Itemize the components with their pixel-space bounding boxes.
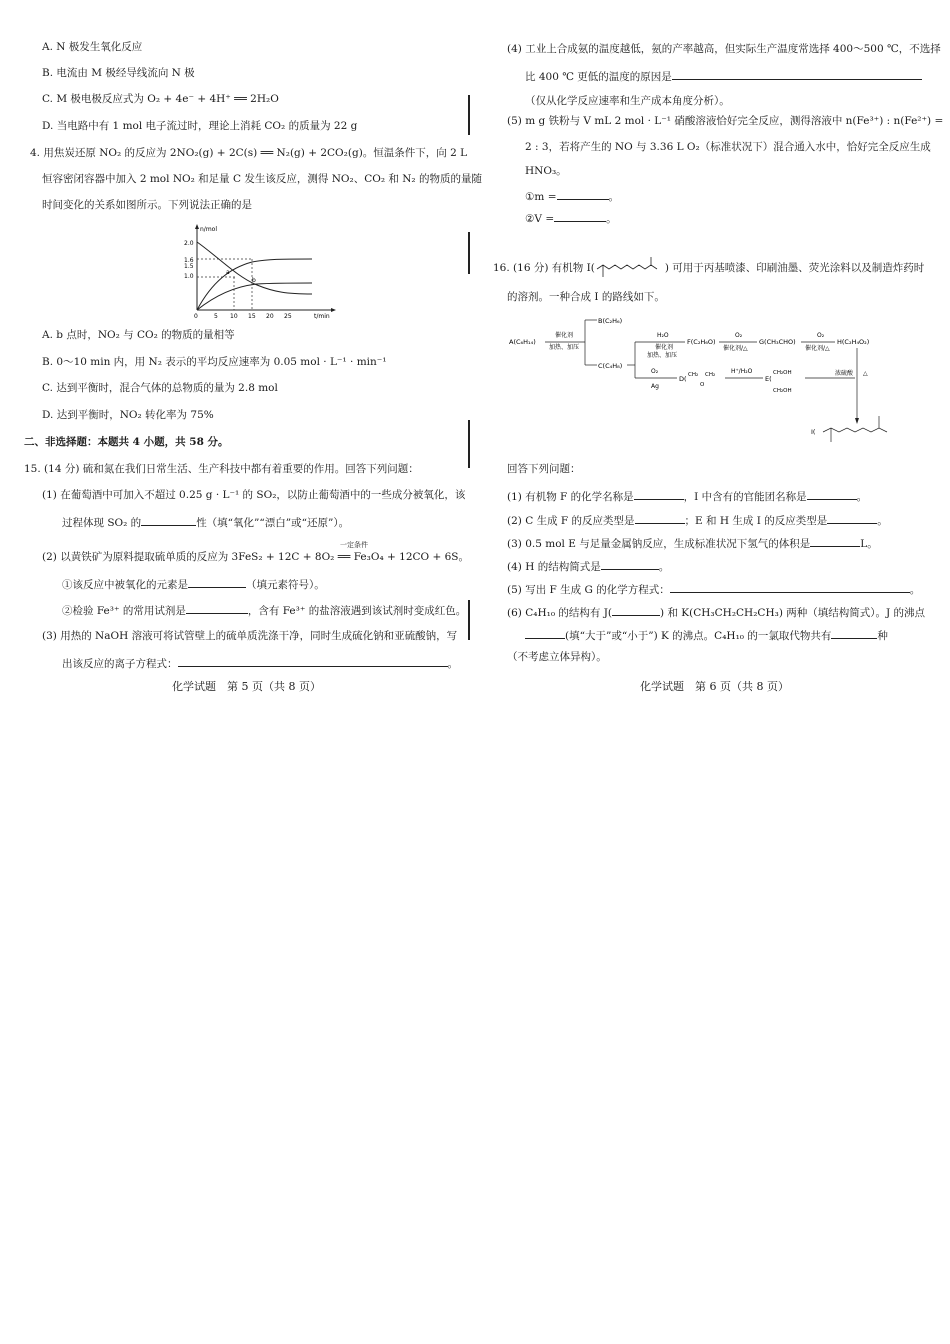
xtick: 25 (284, 313, 292, 320)
divider-mark (468, 600, 470, 640)
answer-blank[interactable] (612, 604, 660, 616)
question-16-line2: 的溶剂。一种合成 I 的路线如下。 (507, 291, 665, 303)
svg-text:催化剂/△: 催化剂/△ (723, 345, 748, 352)
page-footer-right: 化学试题 第 6 页（共 8 页） (640, 680, 789, 693)
divider-mark (468, 95, 470, 135)
ytick: 1.5 (184, 263, 194, 270)
answer-blank[interactable] (525, 627, 565, 639)
synthesis-route (505, 310, 930, 450)
amount-time-graph (182, 222, 337, 320)
ytick: 1.6 (184, 257, 194, 264)
svg-text:O₂: O₂ (651, 368, 659, 375)
option-d-q4: D. 达到平衡时，NO₂ 转化率为 75% (42, 409, 214, 421)
graph-ylabel: n/mol (200, 226, 218, 233)
compound-i-structure (595, 255, 665, 281)
q15-part2-ii: ②检验 Fe³⁺ 的常用试剂是 ，含有 Fe³⁺ 的盐溶液遇到该试剂时变成红色。 (62, 602, 466, 618)
svg-text:△: △ (863, 370, 868, 377)
svg-text:加热、加压: 加热、加压 (647, 352, 678, 359)
answer-blank[interactable] (601, 558, 659, 570)
q15-part4-line2: 比 400 ℃ 更低的温度的原因是 (525, 68, 922, 84)
svg-text:O: O (700, 382, 705, 388)
question-4-line1: 4. 用焦炭还原 NO₂ 的反应为 2NO₂(g) + 2C(s) ══ N₂(g) + 2CO₂(g)。恒温条件下，向 2 L (30, 147, 468, 159)
option-b-q4: B. 0～10 min 内，用 N₂ 表示的平均反应速率为 0.05 mol · L⁻¹ · min⁻¹ (42, 356, 387, 368)
svg-text:Ag: Ag (651, 383, 659, 390)
svg-text:D(: D( (679, 375, 687, 383)
q16-part6-line2: (填“大于”或“小于”) K 的沸点。C₄H₁₀ 的一氯取代物共有 种 (525, 627, 888, 643)
svg-text:C(C₄H₈): C(C₄H₈) (598, 362, 623, 370)
svg-text:O₂: O₂ (817, 332, 825, 339)
ytick: 2.0 (184, 240, 194, 247)
answer-blank[interactable] (672, 68, 922, 80)
q15-part2: (2) 以黄铁矿为原料提取硫单质的反应为 3FeS₂ + 12C + 8O₂ ══ Fe₃O₄ + 12CO + 6S。 (42, 551, 469, 563)
svg-text:H⁺/H₂O: H⁺/H₂O (731, 368, 753, 375)
option-c-q4: C. 达到平衡时，混合气体的总物质的量为 2.8 mol (42, 382, 278, 394)
answer-blank[interactable] (186, 602, 248, 614)
svg-text:CH₂: CH₂ (705, 372, 716, 378)
svg-text:H₂O: H₂O (657, 332, 669, 339)
svg-text:CH₂: CH₂ (688, 372, 699, 378)
q15-part5-line1: (5) m g 铁粉与 V mL 2 mol · L⁻¹ 硝酸溶液恰好完全反应，测得溶液中 n(Fe³⁺) : n(Fe²⁺) = (507, 115, 944, 127)
q15-part1-line2: 过程体现 SO₂ 的 性（填“氧化”“漂白”或“还原”）。 (62, 514, 349, 530)
xtick: 0 (194, 313, 198, 320)
svg-text:G(CH₃CHO): G(CH₃CHO) (759, 338, 796, 346)
q15-part5-line2: 2 : 3，若将产生的 NO 与 3.36 L O₂（标准状况下）混合通入水中，恰好完全反应生成 (525, 141, 931, 153)
xtick: 10 (230, 313, 238, 320)
answer-blank[interactable] (188, 576, 246, 588)
answer-prompt: 回答下列问题： (507, 463, 581, 475)
svg-text:催化剂: 催化剂 (555, 332, 574, 339)
q15-part2-i: ①该反应中被氧化的元素是 （填元素符号）。 (62, 576, 325, 592)
option-b-q3: B. 电流由 M 极经导线流向 N 极 (42, 67, 195, 79)
svg-text:加热、加压: 加热、加压 (549, 344, 580, 351)
svg-text:I(: I( (811, 428, 816, 436)
q15-part3-line1: (3) 用热的 NaOH 溶液可将试管壁上的硫单质洗涤干净，同时生成硫化钠和亚硫酸钠，写 (42, 630, 458, 642)
question-4-line2: 恒容密闭容器中加入 2 mol NO₂ 和足量 C 发生该反应，测得 NO₂、CO₂ 和 N₂ 的物质的量随 (42, 173, 482, 185)
answer-blank[interactable] (554, 210, 606, 222)
q15-part5-ii: ②V = 。 (525, 210, 617, 226)
reaction-condition: 一定条件 (340, 541, 368, 549)
xtick: 5 (214, 313, 218, 320)
q16-part2: (2) C 生成 F 的反应类型是 ；E 和 H 生成 I 的反应类型是 。 (507, 512, 888, 528)
point-b-label: b (252, 277, 256, 284)
q16-part1: (1) 有机物 F 的化学名称是 ，I 中含有的官能团名称是 。 (507, 488, 867, 504)
xtick: 20 (266, 313, 274, 320)
svg-text:催化剂/△: 催化剂/△ (805, 345, 830, 352)
q16-part3: (3) 0.5 mol E 与足量金属钠反应，生成标准状况下氢气的体积是 L。 (507, 535, 878, 551)
answer-blank[interactable] (635, 512, 685, 524)
question-15: 15. (14 分) 硫和氮在我们日常生活、生产科技中都有着重要的作用。回答下列问题： (24, 463, 419, 475)
svg-text:CH₂OH: CH₂OH (773, 388, 792, 394)
svg-text:B(C₂H₆): B(C₂H₆) (598, 317, 623, 325)
q15-part3-line2: 出该反应的离子方程式： 。 (62, 655, 458, 671)
q15-part4-line1: (4) 工业上合成氨的温度越低，氨的产率越高，但实际生产温度常选择 400～500 ℃，不选择 (507, 43, 941, 55)
page-footer-left: 化学试题 第 5 页（共 8 页） (172, 680, 321, 693)
svg-text:E(: E( (765, 375, 772, 383)
option-a-q4: A. b 点时，NO₂ 与 CO₂ 的物质的量相等 (42, 329, 235, 341)
graph-xlabel: t/min (314, 313, 330, 320)
q16-part4: (4) H 的结构简式是 。 (507, 558, 669, 574)
svg-text:浓硫酸: 浓硫酸 (835, 370, 854, 377)
answer-blank[interactable] (827, 512, 877, 524)
answer-blank[interactable] (557, 188, 609, 200)
q15-part5-i: ①m = 。 (525, 188, 619, 204)
answer-blank[interactable] (634, 488, 684, 500)
answer-blank[interactable] (810, 535, 860, 547)
svg-text:A(C₆H₁₄): A(C₆H₁₄) (509, 338, 536, 346)
option-c-q3: C. M 极电极反应式为 O₂ + 4e⁻ + 4H⁺ ══ 2H₂O (42, 93, 279, 105)
answer-blank[interactable] (141, 514, 196, 526)
svg-text:O₂: O₂ (735, 332, 743, 339)
section-2-title: 二、非选择题：本题共 4 小题，共 58 分。 (24, 436, 229, 448)
q15-part4-line3: （仅从化学反应速率和生产成本角度分析）。 (525, 95, 730, 107)
divider-mark (468, 232, 470, 274)
svg-text:H(C₂H₄O₂): H(C₂H₄O₂) (837, 338, 870, 346)
ytick: 1.0 (184, 273, 194, 280)
question-16-line1: 16. (16 分) 有机物 I( ) 可用于丙基喷漆、印刷油墨、荧光涂料以及制造炸药时 (493, 255, 924, 281)
q16-part5: (5) 写出 F 生成 G 的化学方程式： 。 (507, 581, 920, 597)
q16-part6-line1: (6) C₄H₁₀ 的结构有 J( ) 和 K(CH₃CH₂CH₂CH₃) 两种（填结构简式）。J 的沸点 (507, 604, 925, 620)
svg-text:催化剂: 催化剂 (655, 344, 674, 351)
answer-blank[interactable] (807, 488, 857, 500)
answer-blank[interactable] (670, 581, 910, 593)
option-a-q3: A. N 极发生氧化反应 (42, 41, 143, 53)
xtick: 15 (248, 313, 256, 320)
svg-text:F(C₂H₆O): F(C₂H₆O) (687, 338, 716, 346)
svg-text:CH₂OH: CH₂OH (773, 370, 792, 376)
q16-part6-line3: （不考虑立体异构）。 (507, 651, 607, 663)
option-d-q3: D. 当电路中有 1 mol 电子流过时，理论上消耗 CO₂ 的质量为 22 g (42, 120, 358, 132)
point-a-label: a (226, 269, 230, 276)
answer-blank[interactable] (178, 655, 448, 667)
question-4-line3: 时间变化的关系如图所示。下列说法正确的是 (42, 199, 252, 211)
answer-blank[interactable] (831, 627, 877, 639)
q15-part1-line1: (1) 在葡萄酒中可加入不超过 0.25 g · L⁻¹ 的 SO₂，以防止葡萄酒中的一些成分被氧化，该 (42, 489, 466, 501)
q15-part5-line3: HNO₃。 (525, 165, 567, 177)
divider-mark (468, 420, 470, 468)
